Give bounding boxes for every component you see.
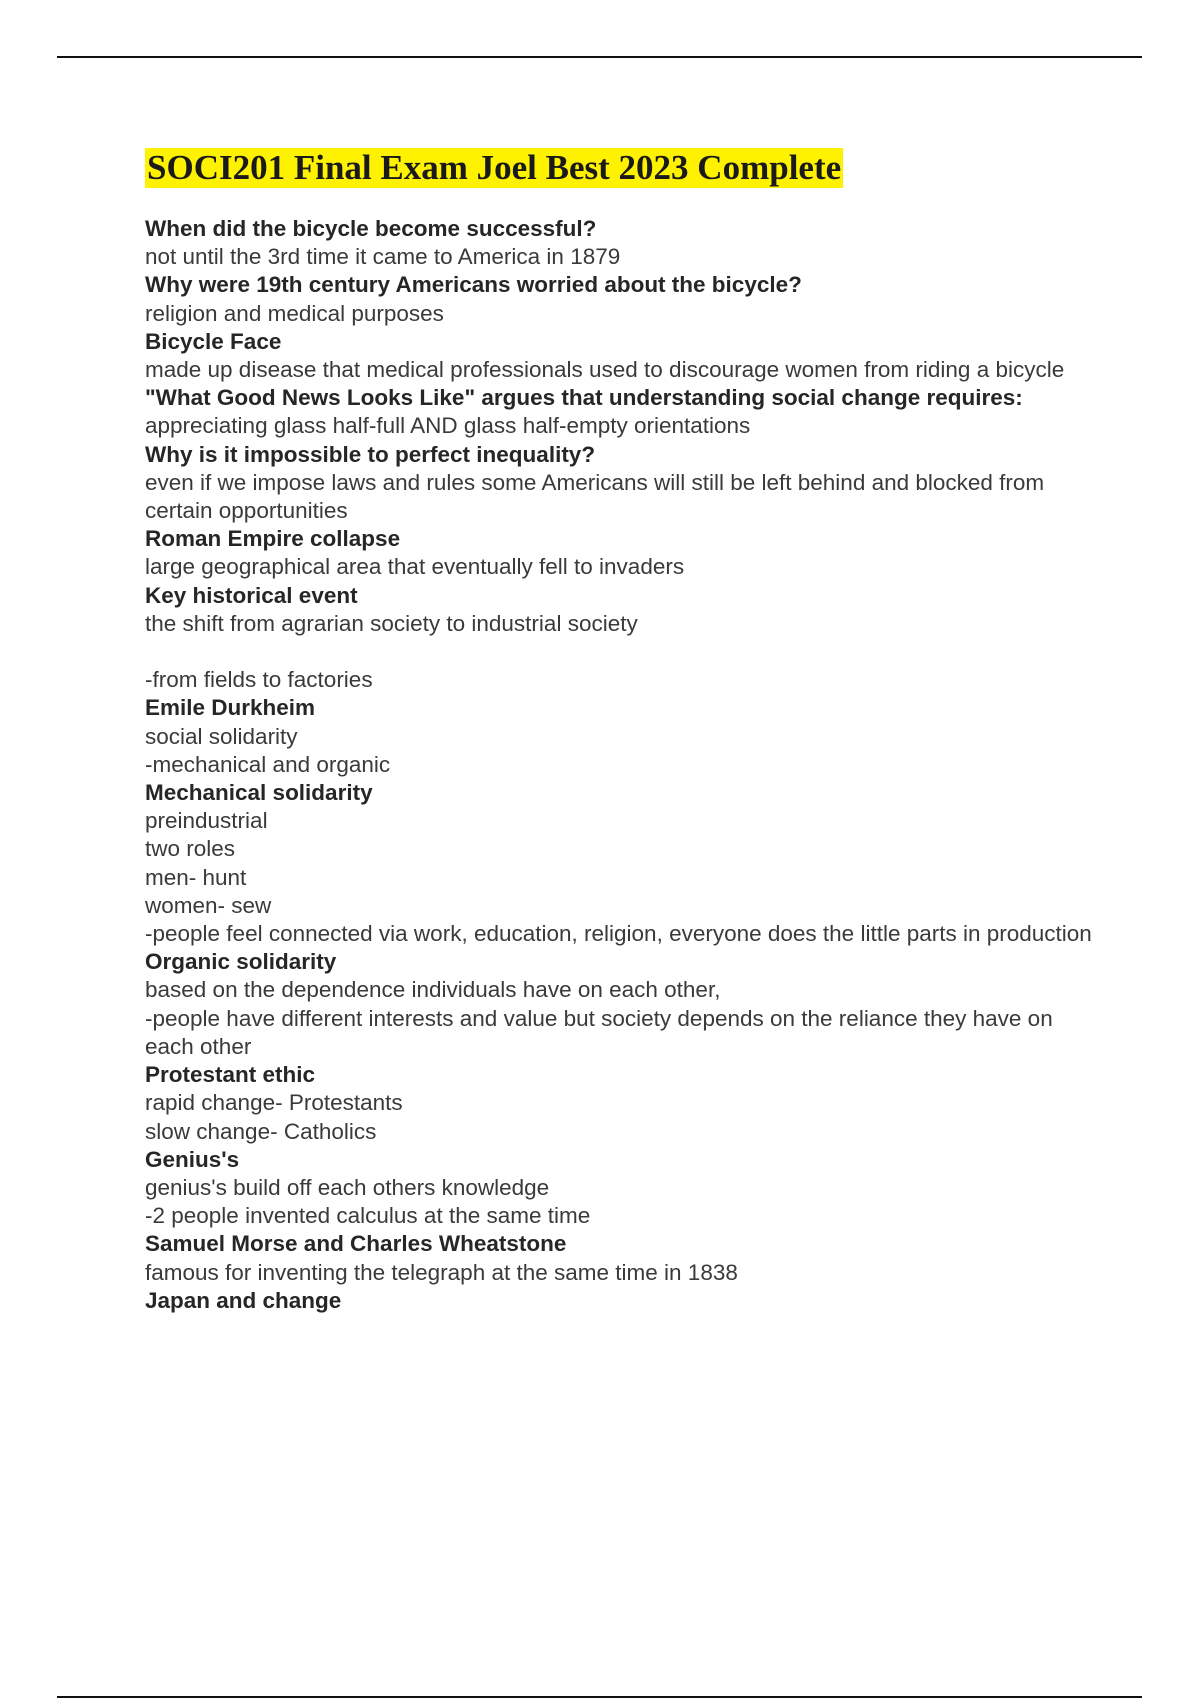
flashcard-entry xyxy=(145,215,1105,271)
flashcard-entry xyxy=(145,1230,1105,1286)
flashcard-entry xyxy=(145,582,1105,695)
flashcard-definition: based on the dependence individuals have on each other, -people have different interests and value but society depends on the reliance they have on each other xyxy=(145,977,1053,1059)
flashcard-term: Japan and change xyxy=(145,1287,342,1313)
flashcard-entry xyxy=(145,1287,1105,1315)
flashcard-term: Why were 19th century Americans worried about the bicycle? xyxy=(145,272,802,298)
flashcard-entry xyxy=(145,384,1105,440)
flashcard-definition: the shift from agrarian society to industrial society -from fields to factories xyxy=(145,610,638,693)
flashcard-list xyxy=(145,215,1105,1315)
flashcard-definition: rapid change- Protestants slow change- Catholics xyxy=(145,1090,403,1144)
flashcard-term: Roman Empire collapse xyxy=(145,526,401,552)
bottom-divider xyxy=(57,1696,1142,1698)
flashcard-term: Samuel Morse and Charles Wheatstone xyxy=(145,1231,567,1257)
title-block xyxy=(145,148,843,188)
flashcard-definition: preindustrial two roles men- hunt women- sew -people feel connected via work, education, religion, everyone does the little parts in production xyxy=(145,808,1092,947)
flashcard-entry xyxy=(145,694,1105,779)
top-divider xyxy=(57,56,1142,58)
flashcard-term: Organic solidarity xyxy=(145,949,337,975)
flashcard-term: When did the bicycle become successful? xyxy=(145,216,597,241)
document-title: SOCI201 Final Exam Joel Best 2023 Complete xyxy=(147,148,842,187)
flashcard-entry xyxy=(145,948,1105,1061)
flashcard-definition: religion and medical purposes xyxy=(145,300,444,326)
flashcard-definition: genius's build off each others knowledge -2 people invented calculus at the same time xyxy=(145,1174,591,1229)
flashcard-definition: not until the 3rd time it came to America in 1879 xyxy=(145,244,621,270)
flashcard-definition: appreciating glass half-full AND glass half-empty orientations xyxy=(145,413,751,439)
flashcard-entry xyxy=(145,779,1105,948)
flashcard-entry xyxy=(145,1146,1105,1231)
flashcard-term: Mechanical solidarity xyxy=(145,780,373,806)
flashcard-term: Key historical event xyxy=(145,582,358,608)
flashcard-term: Emile Durkheim xyxy=(145,695,316,721)
flashcard-term: Bicycle Face xyxy=(145,328,282,354)
flashcard-term: "What Good News Looks Like" argues that understanding social change requires: xyxy=(145,385,1023,411)
flashcard-entry xyxy=(145,525,1105,581)
flashcard-term: Genius's xyxy=(145,1146,240,1172)
flashcard-entry xyxy=(145,441,1105,526)
flashcard-entry xyxy=(145,328,1105,384)
flashcard-definition: even if we impose laws and rules some Americans will still be left behind and blocked from certain opportunities xyxy=(145,469,1045,524)
flashcard-term: Protestant ethic xyxy=(145,1062,316,1088)
flashcard-entry xyxy=(145,271,1105,327)
flashcard-term: Why is it impossible to perfect inequality? xyxy=(145,441,596,467)
flashcard-definition: social solidarity -mechanical and organic xyxy=(145,723,391,777)
flashcard-definition: made up disease that medical professionals used to discourage women from riding a bicycle xyxy=(145,357,1065,383)
flashcard-definition: famous for inventing the telegraph at the same time in 1838 xyxy=(145,1259,738,1285)
flashcard-definition: large geographical area that eventually fell to invaders xyxy=(145,554,685,580)
flashcard-entry xyxy=(145,1061,1105,1146)
